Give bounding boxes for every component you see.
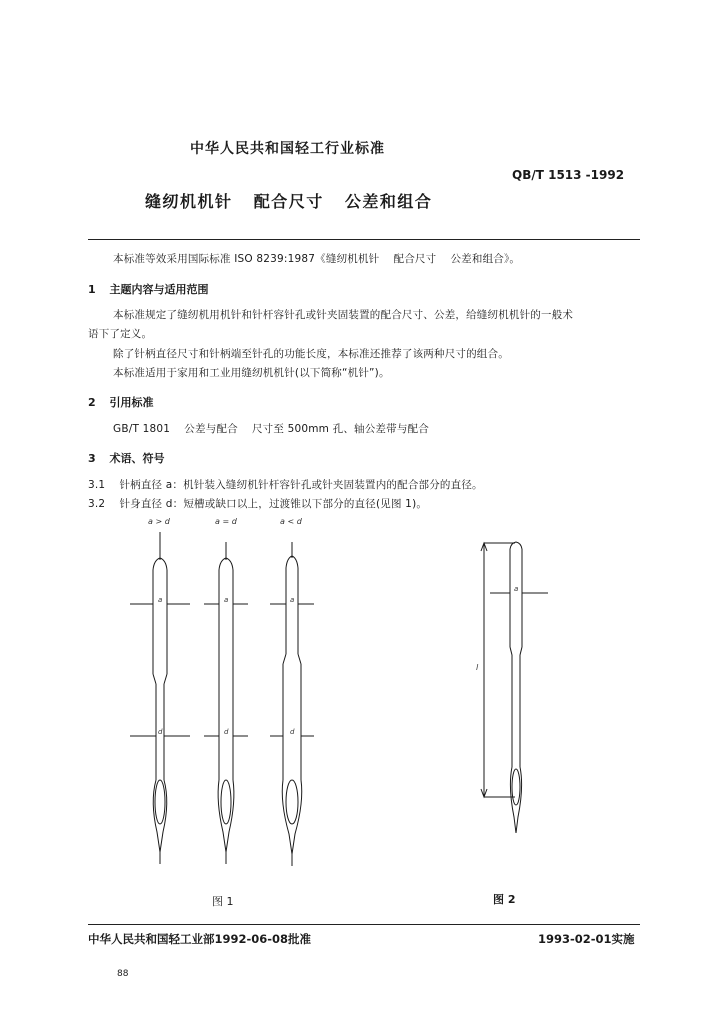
section-3-title: 术语、符号 xyxy=(109,452,165,465)
section-3-heading xyxy=(88,450,165,466)
footer-rule xyxy=(88,924,640,925)
footer-effective: 1993-02-01实施 xyxy=(538,932,635,946)
fig1-label-a-gt-d: a > d xyxy=(148,517,170,526)
intro-text: 本标准等效采用国际标准 ISO 8239:1987《缝纫机机针 配合尺寸 公差和组合》。 xyxy=(113,253,521,265)
header-rule xyxy=(88,239,640,240)
fig1-symbol-d-1: d xyxy=(158,728,163,736)
needle-a-equal-d xyxy=(204,542,248,864)
section-1-para-1-cont: 语下了定义。 xyxy=(88,328,153,340)
fig1-symbol-a-2: a xyxy=(224,596,229,604)
clause-3-2: 3.2 针身直径 d：短槽或缺口以上，过渡锥以下部分的直径(见图 1)。 xyxy=(88,498,428,510)
section-1-title: 主题内容与适用范围 xyxy=(109,283,209,296)
fig2-symbol-l: l xyxy=(476,663,479,672)
section-1-para-2: 除了针柄直径尺寸和针柄端至针孔的功能长度，本标准还推荐了该两种尺寸的组合。 xyxy=(113,348,509,360)
needle-a-greater-d xyxy=(130,532,190,864)
footer-issuer: 中华人民共和国轻工业部1992-06-08批准 xyxy=(88,932,312,946)
section-2-para-1: GB/T 1801 公差与配合 尺寸至 500mm 孔、轴公差带与配合 xyxy=(113,423,429,435)
section-2-title: 引用标准 xyxy=(109,396,154,409)
fig1-symbol-a-3: a xyxy=(290,596,295,604)
org-title: 中华人民共和国轻工行业标准 xyxy=(190,141,385,157)
figure-2-caption: 图 2 xyxy=(493,893,516,906)
section-3-number: 3 xyxy=(88,452,96,465)
section-2-number: 2 xyxy=(88,396,96,409)
figure-1-caption: 图 1 xyxy=(212,895,234,908)
standard-number: QB/T 1513 -1992 xyxy=(512,168,625,182)
fig1-symbol-d-2: d xyxy=(224,728,229,736)
section-2-heading xyxy=(88,394,154,410)
fig1-label-a-eq-d: a = d xyxy=(215,517,237,526)
figure-2-drawing xyxy=(470,535,560,845)
figure-1-drawing xyxy=(120,512,340,872)
needle-a-less-d xyxy=(270,542,314,866)
fig2-symbol-a: a xyxy=(514,585,519,593)
section-1-para-1: 本标准规定了缝纫机用机针和针杆容针孔或针夹固装置的配合尺寸、公差，给缝纫机机针的一般术 xyxy=(113,309,574,321)
section-1-heading xyxy=(88,281,209,297)
section-1-number: 1 xyxy=(88,283,96,296)
section-1-para-3: 本标准适用于家用和工业用缝纫机机针(以下简称“机针”)。 xyxy=(113,367,390,379)
document-title: 缝纫机机针 配合尺寸 公差和组合 xyxy=(145,192,433,211)
page-number: 88 xyxy=(117,969,129,979)
fig1-symbol-d-3: d xyxy=(290,728,295,736)
fig1-label-a-lt-d: a < d xyxy=(280,517,302,526)
fig1-symbol-a-1: a xyxy=(158,596,163,604)
clause-3-1: 3.1 针柄直径 a：机针装入缝纫机针杆容针孔或针夹固装置内的配合部分的直径。 xyxy=(88,479,483,491)
